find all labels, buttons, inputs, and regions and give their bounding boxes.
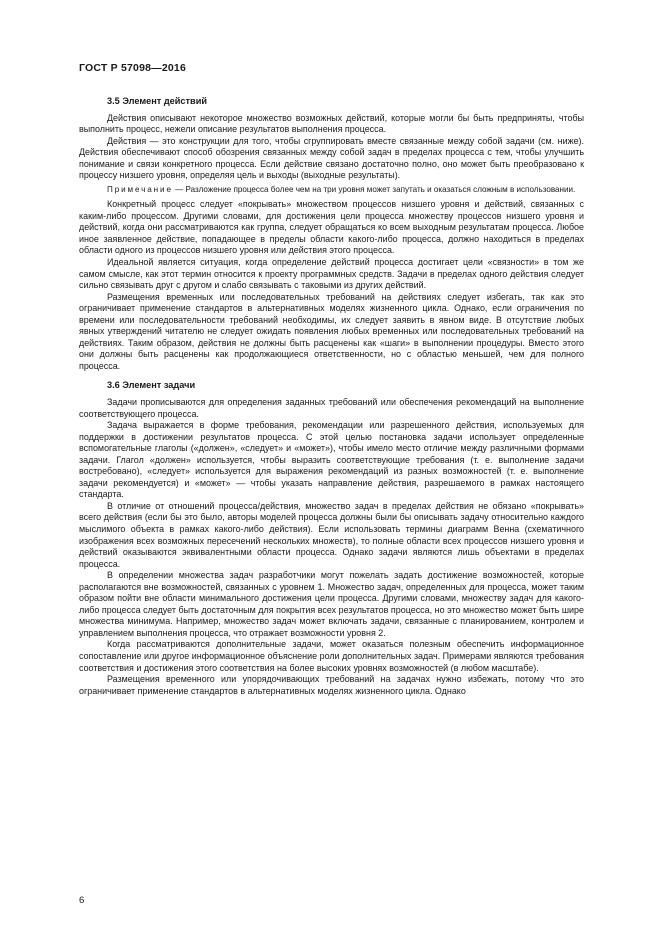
note-text: — Разложение процесса более чем на три уровня может запутать и оказаться сложным в использовании. bbox=[172, 184, 576, 194]
section-3-5-paragraph-2: Действия — это конструкции для того, чтобы сгруппировать вместе связанные между собой задачи (см. ниже). Действия обеспечивают способ обозрения связанных между собой задач в пределах процесса с тем, чтобы улучшить понимание и связи конкретного процесса. Если действие связано достаточно полно, оно может быть преобразовано к процессу низшего уровня, определяя цель и выходы (выходные результаты). bbox=[79, 135, 584, 181]
section-3-5-heading: 3.5 Элемент действий bbox=[107, 96, 207, 106]
section-3-5-paragraph-4: Идеальной является ситуация, когда определение действий процесса достигает цели «связности» в том же самом смысле, как этот термин относится к проекту программных средств. Задачи в пределах одного действия следует сильно связывать друг с другом и слабо связывать с таковыми из других действий. bbox=[79, 257, 584, 291]
section-3-6-paragraph-5: Когда рассматриваются дополнительные задачи, может оказаться полезным обеспечить информационное сопоставление или другое информационное объяснение роли дополнительных задач. Примерами являются требования соответствия и достижения этого соответствия на более высоких уровнях возможностей (в любом масштабе). bbox=[79, 639, 584, 673]
section-3-5-paragraph-5: Размещения временных или последовательных требований на действиях следует избегать, так как это ограничивает применение стандартов в альтернативных моделях жизненного цикла. Однако, если ограничения по времени или последовательности требований необходимы, их следует заявить в явном виде. В отсутствие любых явных утверждений читателю не следует ожидать появления любых временных или последовательных требований на действиях. Таким образом, действия не должны быть расценены как «шаги» в выполнении процедуры. Вместо этого они должны быть расценены как продолжающиеся ответственности, но с областью меньшей, чем для полного процесса. bbox=[79, 291, 584, 371]
section-3-5-paragraph-3: Конкретный процесс следует «покрывать» множеством процессов низшего уровня и действий, связанных с каким-либо процессом. Другими словами, для достижения цели процесса множеству процессов низшего уровня и действий, когда они рассматриваются как группа, следует обращаться ко всем выходным результатам процесса. Любое иное заявленное действие, попадающее в пределы области какого-либо процесса, должно находиться в пределах области одного из процессов низшего уровня или действия этого процесса. bbox=[79, 199, 584, 256]
section-3-5-note bbox=[79, 185, 584, 196]
page-number: 6 bbox=[79, 895, 85, 906]
note-label: Примечание bbox=[107, 184, 173, 194]
document-header: ГОСТ Р 57098—2016 bbox=[79, 62, 187, 74]
section-3-6-paragraph-1: Задачи прописываются для определения заданных требований или обеспечения рекомендаций на выполнение соответствующего процесса. bbox=[79, 396, 584, 419]
section-3-6-paragraph-3: В отличие от отношений процесса/действия, множество задач в пределах действия не обязано «покрывать» всего действия (если бы это было, авторы моделей процесса должны были бы описывать задачу относительно каждого мыслимого объекта в рамках какого-либо действия). Если использовать термины диаграмм Венна (схематичного изображения всех возможных пересечений нескольких множеств), то полные области всех процессов низшего уровня и действий оказываются эквивалентными области процесса. Однако задачи являются лишь объектами в пределах процесса. bbox=[79, 500, 584, 569]
section-3-6-paragraph-4: В определении множества задач разработчики могут пожелать задать достижение возможностей, которые располагаются вне возможностей, связанных с уровнем 1. Множество задач, определенных для процесса, может таким образом пойти вне области минимального достижения цели процесса. Другими словами, множеству задач для какого-либо процесса следует быть достаточным для покрытия всех результатов процесса, но это множество может быть шире множества минимума. Например, множество задач может включать задачи, связанные с планированием, контролем и управлением выполнения процесса, что отражает возможности уровня 2. bbox=[79, 570, 584, 638]
section-3-6-paragraph-6: Размещения временного или упорядочивающих требований на задачах нужно избежать, потому что это ограничивает применение стандартов в альтернативных моделях жизненного цикла. Однако bbox=[79, 674, 584, 696]
document-body bbox=[79, 96, 584, 697]
section-3-6-paragraph-2: Задача выражается в форме требования, рекомендации или разрешенного действия, используемых для поддержки в достижении результатов процесса. С этой целью постановка задачи использует определенные вспомогательные глаголы («должен», «следует» и «может»), чтобы имело место отличие между различными формами задачи. Глагол «должен» используется, чтобы выразить соответствующие требования (т. е. выполнение задачи востребовано), «следует» используется для выражения рекомендаций из разных возможностей (т. е. выполнение задачи рекомендуется) и «может» — чтобы указать направление действия, разрешаемого в рамках настоящего стандарта. bbox=[79, 420, 584, 500]
section-3-5-paragraph-1: Действия описывают некоторое множество возможных действий, которые могли бы быть предприняты, чтобы выполнить процесс, нежели описание результатов выполнения процесса. bbox=[79, 112, 584, 135]
section-3-6-heading: 3.6 Элемент задачи bbox=[107, 380, 196, 391]
